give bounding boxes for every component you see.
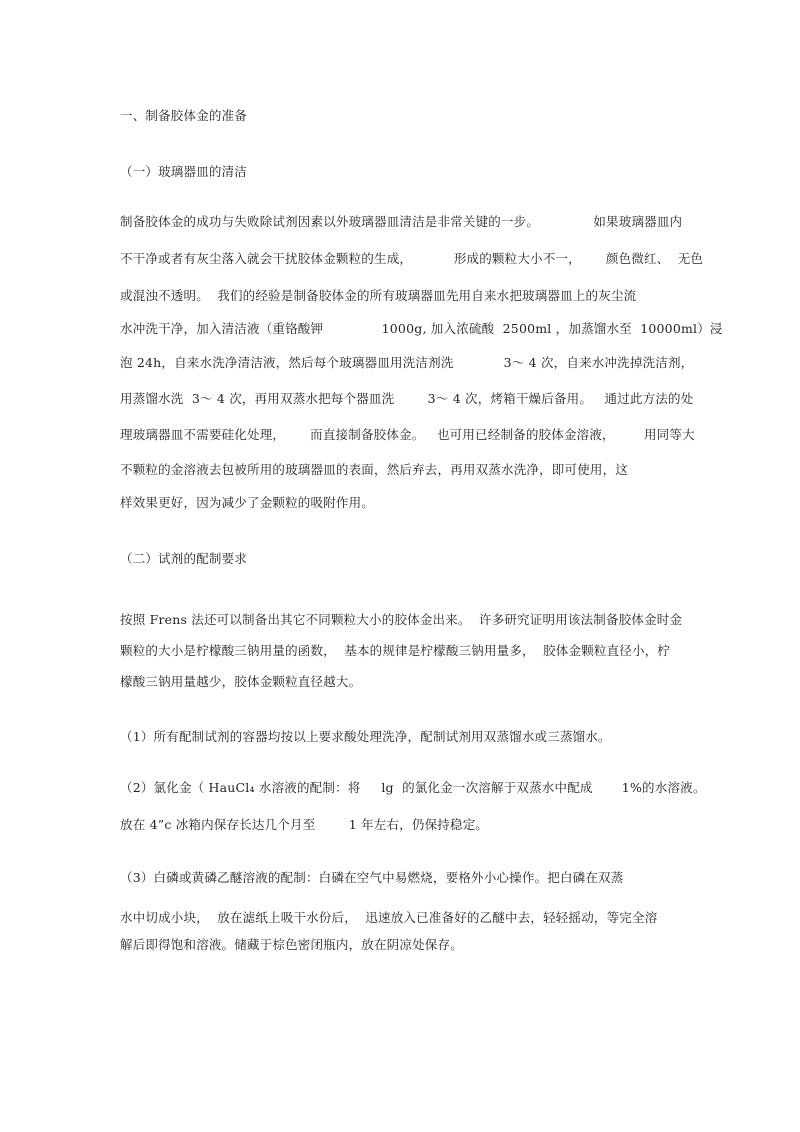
paragraph-line: 不颗粒的金溶液去包被所用的玻璃器皿的表面，然后弃去，再用双蒸水洗净，即可使用，这 bbox=[120, 462, 629, 477]
subsection-title-reagents: （二）试剂的配制要求 bbox=[120, 551, 248, 566]
subsection-title-glassware: （一）玻璃器皿的清洁 bbox=[120, 164, 248, 179]
paragraph-line: 理玻璃器皿不需要硅化处理， 而直接制备胶体金。 也可用已经制备的胶体金溶液， 用同等大 bbox=[120, 427, 695, 442]
list-item-3-line: （3）白磷或黄磷乙醚溶液的配制：白磷在空气中易燃烧，要格外小心操作。把白磷在双蒸 bbox=[120, 870, 624, 885]
paragraph-line: 不干净或者有灰尘落入就会干扰胶体金颗粒的生成， 形成的颗粒大小不一， 颜色微红、 无色 bbox=[120, 251, 704, 266]
paragraph-line: 颗粒的大小是柠檬酸三钠用量的函数， 基本的规律是柠檬酸三钠用量多， 胶体金颗粒直径小，柠 bbox=[120, 643, 671, 658]
section-title: 一、制备胶体金的准备 bbox=[120, 108, 248, 123]
list-item-2-line: 放在 4”c 冰箱内保存长达几个月至 1 年左右，仍保持稳定。 bbox=[120, 817, 489, 832]
paragraph-line: 泡 24h，自来水洗净清洁液，然后每个玻璃器皿用洗洁剂洗 3～ 4 次，自来水冲洗掉洗洁剂， bbox=[120, 355, 694, 370]
list-item-3-line: 水中切成小块， 放在滤纸上吸干水份后， 迅速放入已准备好的乙醚中去，轻轻摇动，等完全溶 bbox=[120, 910, 658, 925]
paragraph-line: 按照 Frens 法还可以制备出其它不同颗粒大小的胶体金出来。 许多研究证明用该法制备胶体金时金 bbox=[120, 612, 683, 627]
paragraph-line: 或混浊不透明。 我们的经验是制备胶体金的所有玻璃器皿先用自来水把玻璃器皿上的灰尘流 bbox=[120, 288, 637, 303]
list-item-2-line: （2）氯化金（ HauCl₄ 水溶液的配制：将 lg 的氯化金一次溶解于双蒸水中配成 1%的水溶液。 bbox=[120, 780, 706, 795]
list-item-3-line: 解后即得饱和溶液。储藏于棕色密闭瓶内，放在阴凉处保存。 bbox=[120, 937, 463, 952]
paragraph-line: 用蒸馏水洗 3～ 4 次，再用双蒸水把每个器皿洗 3～ 4 次，烤箱干燥后备用。 通过此方法的处 bbox=[120, 391, 694, 406]
paragraph-line: 制备胶体金的成功与失败除试剂因素以外玻璃器皿清洁是非常关键的一步。 如果玻璃器皿内 bbox=[120, 214, 683, 229]
paragraph-line: 样效果更好，因为减少了金颗粒的吸附作用。 bbox=[120, 495, 375, 510]
paragraph-line: 檬酸三钠用量越少，胶体金颗粒直径越大。 bbox=[120, 674, 362, 689]
list-item-1: （1）所有配制试剂的容器均按以上要求酸处理洗净，配制试剂用双蒸馏水或三蒸馏水。 bbox=[120, 729, 611, 744]
paragraph-line: 水冲洗干净，加入清洁液（重铬酸钾 1000g, 加入浓硫酸 2500ml ，加蒸馏水至 10000ml）浸 bbox=[120, 321, 723, 336]
